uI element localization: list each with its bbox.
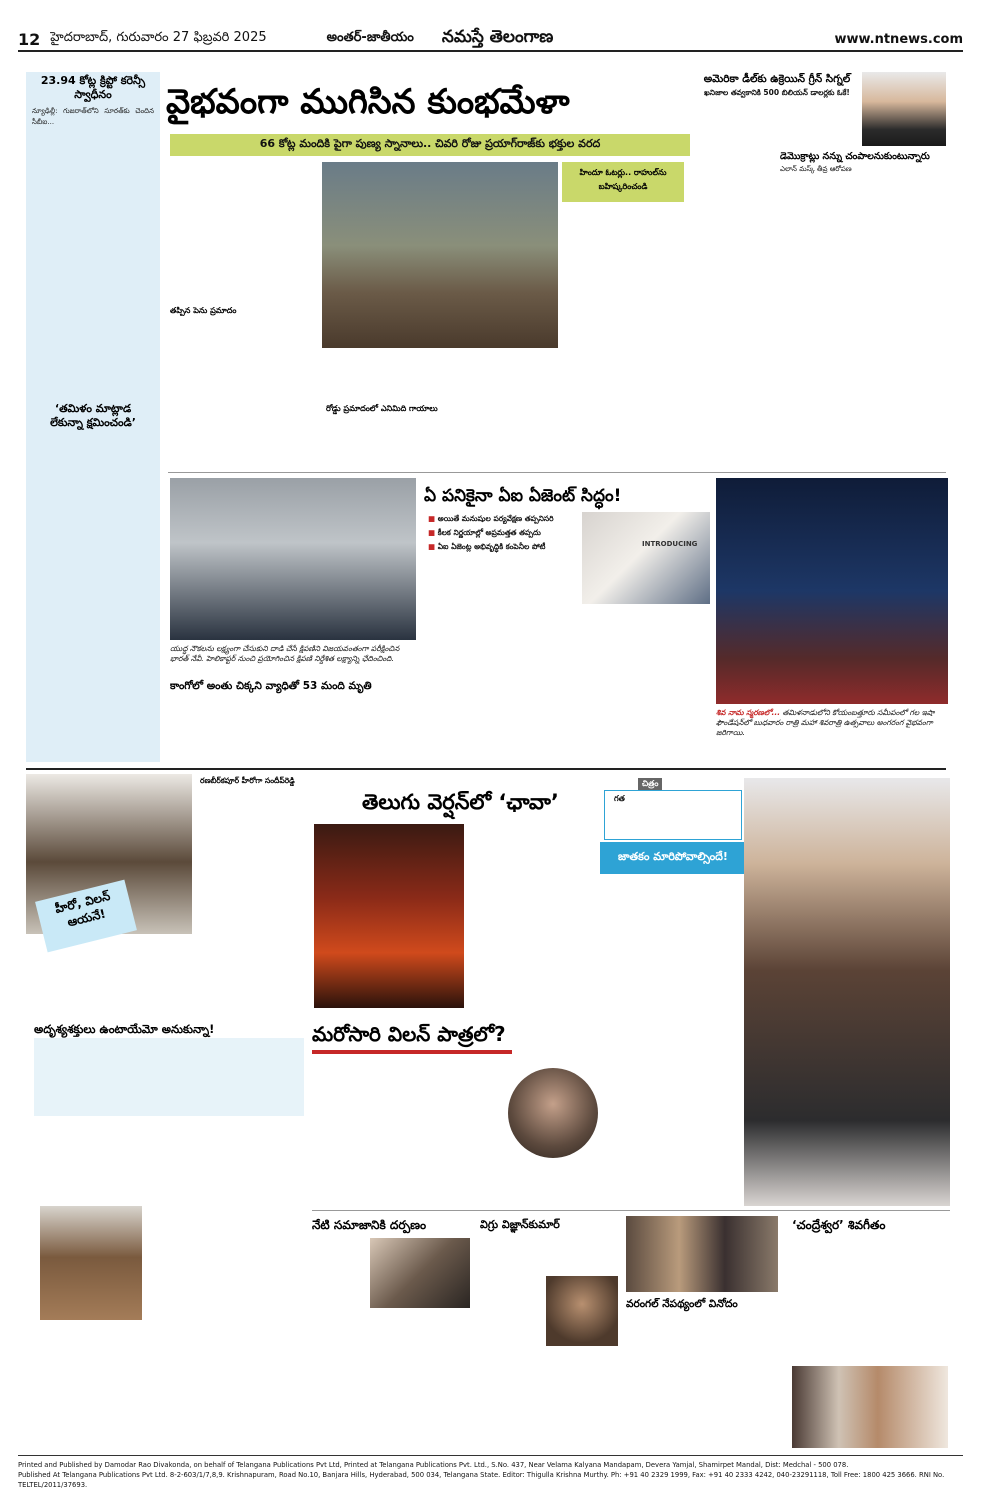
chandra-photo [792,1366,948,1448]
ai-bullet-2: ■ కీలక నిర్ణయాల్లో అప్రమత్తత తప్పదు [428,528,541,537]
vigru-headline: విగ్రు విజ్ఞాన్‌కుమార్ [480,1218,560,1231]
date-line: హైదరాబాద్, గురువారం 27 ఫిబ్రవరి 2025 [50,30,267,45]
congo-headline: కాంగోలో అంతు చిక్కని వ్యాధితో 53 మంది మృతి [170,680,372,692]
shiva-caption-title: శివ నామ స్మరణలో... [716,708,781,717]
musk-headline: అమెరికా డీల్‌కు ఉక్రెయిన్ గ్రీన్ సిగ్నల్ [703,73,851,85]
kumbh-subhead2: రోడ్డు ప్రమాదంలో ఎనిమిది గాయాలు [326,404,438,413]
page-number: 12 [18,29,41,49]
ai-headline: ఏ పనికైనా ఏఐ ఏజెంట్ సిద్ధం! [424,486,622,506]
invisible-headline: అదృశ్యశక్తులు ఉంటాయేమో అనుకున్నా! [34,1022,215,1036]
pooja-headline: జాతకం మారిపోవాల్సిందే! [618,850,728,863]
footer-line-2: Published At Telangana Publications Pvt Ltd. 8-2-603/1/7,8,9. Krishnapuram, Road No.10, Banjara Hills, Hyderabad, 500 034, Telangana State. Editor: Thigulla Krishna Murthy. Ph: +91 40 2329 1999, Fax: +91 40 2333 4242, 040-23291118, Toll Free: 1800 425 3666. RNI No. TELTEL/2011/37693. [18,1471,945,1489]
crypto-body [32,106,154,396]
page-footer [18,1455,963,1490]
sandeep-body [200,788,310,1018]
congo-body [170,700,420,762]
musk-caption-sub: ఎలాన్ మస్క్ తీవ్ర ఆరోపణ [780,165,852,173]
sanjay-photo [508,1068,598,1158]
kumbh-photo [322,162,558,348]
sandeep-side-headline: రణబీర్‌కపూర్ హీరోగా సందీప్‌రెడ్డి [200,776,295,785]
mirror-photo [370,1238,470,1308]
villain-rule [312,1050,512,1054]
drone-caption: యుద్ధ నౌకలను లక్ష్యంగా చేసుకుని దాడి చేసే క్షిపణిని విజయవంతంగా పరీక్షించిన భారత్ నేవీ. హెలికాప్టర్ నుంచి ప్రయోగించిన క్షిపణి నిర్దేశిత లక్ష్యాన్ని ఛేదించింది. [170,644,400,663]
musk-caption-title: డెమొక్రాట్లు నన్ను చంపాలనుకుంటున్నారు [780,151,930,162]
ai-screen-text: INTRODUCING [642,540,698,548]
shiva-caption [716,708,948,764]
mirror-headline: నేటి సమాజానికి దర్పణం [312,1218,427,1232]
ai-bullet-3: ■ ఏఐ ఏజెంట్ల అభివృద్ధికి కంపెనీల పోటీ [428,542,546,551]
kumbh-body-col4 [482,352,682,460]
kumbh-body-col3 [326,352,476,460]
hero-villain-label: హీరో, విలన్ ఆయనే! [53,888,112,930]
kumbh-sub-banner-text: 66 కోట్ల మందికి పైగా పుణ్య స్నానాలు.. చివరి రోజు ప్రయాగ్‌రాజ్‌కు భక్తుల వరద [259,137,601,150]
mirror-body [312,1312,472,1448]
chhaava-tag: చిత్రం [638,778,662,791]
kumbh-mini-body [562,206,684,346]
warangal-headline: వరంగల్ నేపథ్యంలో వినోదం [626,1298,738,1310]
musk-photo [862,72,946,146]
chhaava-photo [314,824,464,1008]
warangal-photo [626,1216,778,1292]
pooja-intro: గత [614,794,625,803]
tamil-body [32,470,154,760]
musk-caption [780,150,950,175]
invisible-intro [78,1042,300,1112]
section-label: అంతర్-జాతీయం [326,30,414,45]
musk-body-right [782,184,944,460]
ai-body-left [424,580,574,762]
warangal-body [626,1316,782,1448]
shiva-photo [716,478,948,704]
drone-photo [170,478,416,640]
pooja-headline-box [600,842,746,874]
ai-bullet-1: ■ అయితే మనుషుల పర్యవేక్షణ తప్పనిసరి [428,514,554,523]
chandra-body [792,1238,948,1362]
footer-line-1: Printed and Published by Damodar Rao Divakonda, on behalf of Telangana Publications Pvt Ltd, Printed at Telangana Publications Pvt. Ltd., S.No. 437, Near Velama Kalyana Mandapam, Devera Yamjal, Shamirpet Mandal, Dist: Medchal - 500 078. [18,1461,849,1469]
divider-bottom [312,1210,950,1211]
ai-body-right [578,608,710,762]
kumbh-mini-headline: హిందూ ఓటర్లు.. రాహుల్‌ను బహిష్కరించండి [579,168,667,191]
musk-sub: ఖనిజాల తవ్వకానికి 500 బిలియన్ డాలర్లకు ఓకే! [704,88,850,97]
invisible-body-left [34,1122,154,1206]
chhaava-headline: తెలుగు వెర్షన్‌లో ‘ఛావా’ [362,790,559,814]
invisible-body-bottom [34,1324,154,1448]
kumbh-headline: వైభవంగా ముగిసిన కుంభమేళా [166,82,570,122]
ai-photo [582,512,710,604]
pooja-body [602,878,742,1202]
crypto-body-start: న్యూఢిల్లీ: గుజరాత్‌లోని సూరత్‌కు చెందిన సీబీఐ... [32,107,154,126]
masthead-brand: నమస్తే తెలంగాణ [441,27,554,47]
kumbh-subhead1: తప్పిన పెను ప్రమాదం [170,306,237,315]
chandra-headline: ‘చంద్రేశ్వర’ శివగీతం [792,1218,886,1232]
ai-bullets [428,512,578,576]
musk-headline-box [698,72,856,118]
pooja-photo [744,778,950,1206]
page-header [18,28,963,52]
invisible-body-mid [160,1122,304,1448]
villain-headline: మరోసారి విలన్ పాత్రలో? [312,1022,506,1046]
kumbh-sub-banner [170,134,690,156]
shiva-caption-text: తమిళనాడులోని కోయంబత్తూరు సమీపంలో గల ఇషా ఫౌండేషన్‌లో బుధవారం రాత్రి మహా శివరాత్రి ఉత్సవాలు అంగరంగ వైభవంగా జరిగాయి. [716,708,935,737]
website-link[interactable]: www.ntnews.com [834,31,963,47]
actor-photo [40,1206,142,1320]
kumbh-body-col2 [170,352,320,460]
vigru-photo [546,1276,618,1346]
tamil-headline: ‘తమిళం మాట్లాడ లేకున్నా క్షమించండి’ [50,402,136,429]
crypto-headline: 23.94 కోట్ల క్రిప్టో కరెన్సీ స్వాధీనం [40,74,146,101]
chhaava-body [470,828,596,1008]
mirror-body-top [312,1238,368,1318]
musk-body-left [698,124,778,460]
divider-movies [26,768,946,770]
divider-mid [168,472,946,473]
